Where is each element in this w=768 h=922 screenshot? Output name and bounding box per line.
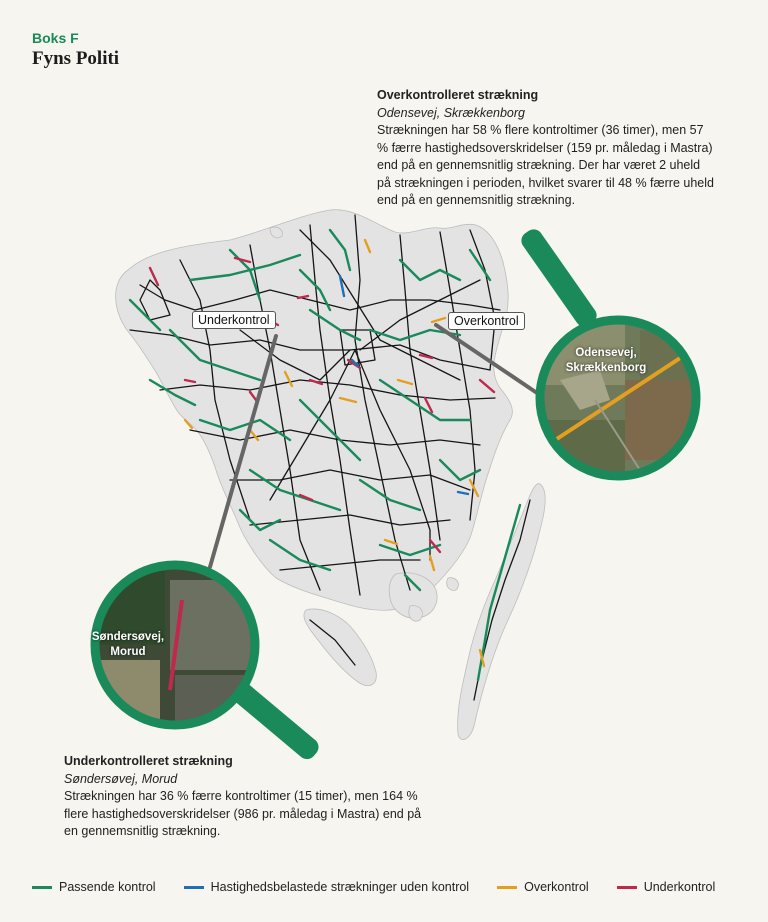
legend <box>32 880 752 894</box>
under-title: Underkontrolleret strækning <box>64 754 233 768</box>
lens-caption-under-line2: Morud <box>110 646 146 658</box>
lens-caption-under-line1: Søndersøvej, <box>91 631 165 643</box>
legend-swatch-hastighed <box>184 886 204 889</box>
legend-label-overkontrol: Overkontrol <box>524 880 589 894</box>
satellite-over <box>530 310 715 490</box>
land-islet-2 <box>409 606 422 622</box>
under-body: Strækningen har 36 % færre kontroltimer (15 timer), men 164 % flere hastighedsoverskridelser (986 pr. måledag i Mastra) end på en gennemsnitlig strækning. <box>64 789 422 838</box>
overkontrol-map-label: Overkontrol <box>448 312 525 330</box>
page-title: Fyns Politi <box>32 48 120 69</box>
legend-swatch-passende <box>32 886 52 889</box>
lens-caption-under <box>88 630 168 660</box>
legend-label-passende: Passende kontrol <box>59 880 156 894</box>
land-islet-3 <box>447 578 459 591</box>
lens-caption-over-line1: Odensevej, <box>575 347 637 359</box>
legend-label-hastighed: Hastighedsbelastede strækninger uden kontrol <box>210 880 470 894</box>
over-subtitle: Odensevej, Skrækkenborg <box>377 105 525 120</box>
underkontrol-map-label: Underkontrol <box>192 311 276 329</box>
magnifier-over-handle <box>518 226 600 330</box>
lens-caption-over-line2: Skrækkenborg <box>565 362 647 374</box>
box-label: Boks F <box>32 30 79 46</box>
legend-swatch-overkontrol <box>497 886 517 889</box>
lens-caption-over <box>556 346 656 376</box>
over-body: Strækningen har 58 % flere kontroltimer (36 timer), men 57 % færre hastighedsoverskridelser (159 pr. måledag i Mastra) end på en gennemsnitlig strækning. Der har været 2 uheld på strækningen i perioden, hvilket svarer til 48 % færre uheld end på en gennemsnitlig strækning. <box>377 123 714 207</box>
legend-item-passende <box>32 880 156 894</box>
legend-label-underkontrol: Underkontrol <box>643 880 716 894</box>
magnifier-under <box>90 560 322 763</box>
under-textblock <box>64 753 424 841</box>
legend-item-overkontrol <box>497 880 589 894</box>
over-title: Overkontrolleret strækning <box>377 88 539 102</box>
legend-item-underkontrol <box>617 880 716 894</box>
under-subtitle: Søndersøvej, Morud <box>64 771 178 786</box>
legend-swatch-underkontrol <box>617 886 637 889</box>
legend-item-hastighed <box>184 880 470 894</box>
